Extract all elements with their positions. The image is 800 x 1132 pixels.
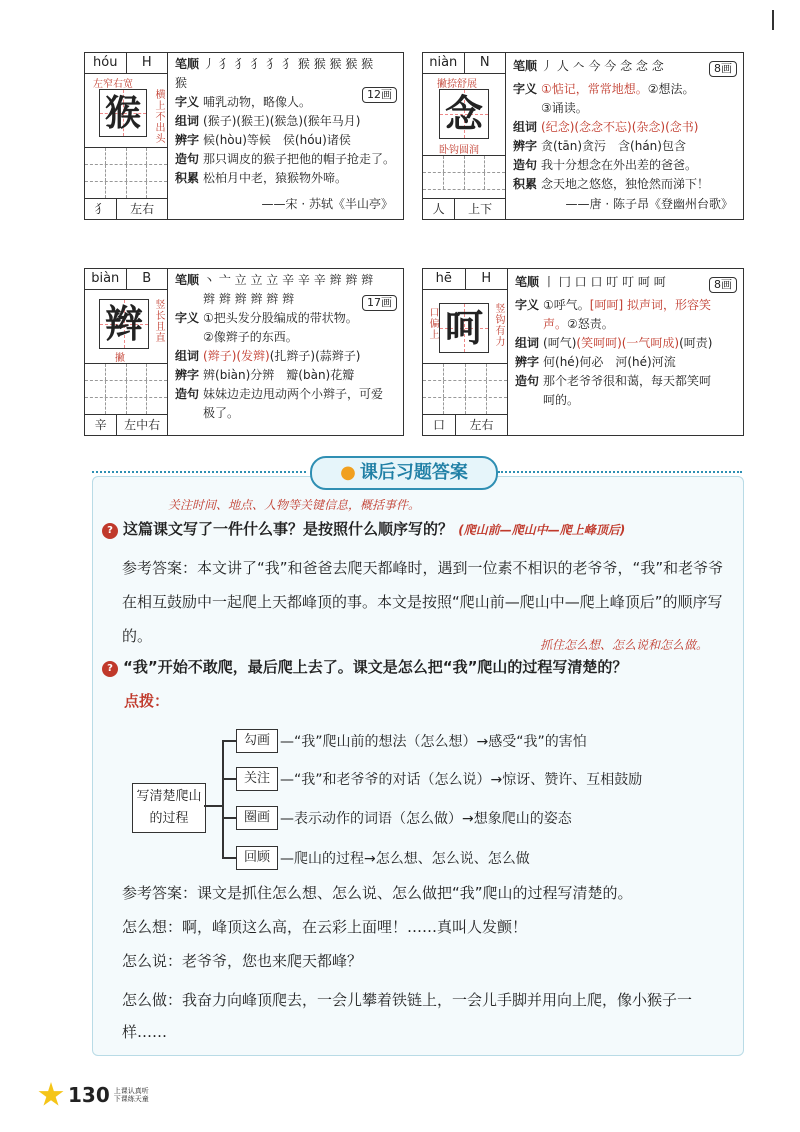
radical: 口 — [423, 415, 456, 435]
map-branch — [222, 778, 236, 780]
stroke-label: 笔顺 — [175, 273, 200, 287]
structure: 左中右 — [124, 418, 161, 432]
accumulate: 念天地之悠悠，独怆然而涕下！ — [541, 177, 710, 191]
char-box — [99, 89, 147, 137]
meaning-1: ①呼气。 — [543, 298, 590, 312]
letter: H — [481, 271, 492, 286]
question-icon: ? — [102, 661, 118, 677]
quote-source: ——唐 · 陈子昂《登幽州台歌》 — [565, 197, 733, 211]
words-label: 组词 — [513, 120, 538, 134]
stroke-count: 17画 — [362, 295, 397, 311]
map-branch — [222, 857, 236, 859]
radical: 辛 — [85, 415, 117, 435]
question-1 — [102, 518, 625, 541]
annotation-note-1: 关注时间、地点、人物等关键信息，概括事件。 — [168, 498, 421, 512]
stroke-order: 丿 人 𠆢 今 今 念 念 念 — [541, 59, 664, 73]
stroke-order-end: 猴 — [175, 76, 188, 90]
pinyin: hóu — [85, 53, 127, 73]
letter: N — [479, 55, 490, 70]
question-2 — [102, 656, 627, 678]
page-number: 130 — [68, 1083, 110, 1107]
distinguish-label: 辨字 — [515, 355, 540, 369]
char-card-he — [422, 268, 744, 436]
distinguish-label: 辨字 — [175, 133, 200, 147]
structure: 左右 — [130, 202, 155, 216]
stroke-order: 丿 犭 犭 犭 犭 犭 猴 猴 猴 猴 猴 — [203, 57, 374, 71]
question-1-text: 这篇课文写了一件什么事？是按照什么顺序写的？ — [123, 520, 454, 538]
char-card-side — [423, 269, 508, 435]
practice-grid — [85, 363, 167, 415]
footer-slogan: 上课认真听 下课练天童 — [113, 1087, 149, 1103]
char-box — [99, 299, 149, 349]
page-footer — [38, 1080, 154, 1110]
writing-tip-left: 口偏上 — [427, 307, 438, 340]
sentence-label: 造句 — [175, 152, 200, 166]
sentence-label: 造句 — [513, 158, 538, 172]
structure-tip: 左窄右宽 — [93, 79, 133, 90]
stroke-label: 笔顺 — [175, 57, 200, 71]
map-item-desc: —“我”和老爷爷的对话（怎么说）→惊讶、赞许、互相鼓励 — [280, 772, 643, 788]
char-card-side — [423, 53, 506, 219]
writing-tip: 竖钩有力 — [493, 303, 504, 347]
answer-say: 怎么说：老爷爷，您也来爬天都峰？ — [122, 952, 363, 970]
page-edge-mark — [772, 10, 774, 30]
big-char: 辫 — [104, 301, 143, 346]
accumulate-label: 积累 — [175, 171, 200, 185]
map-center: 写清楚爬山的过程 — [132, 783, 206, 833]
sentence-end: 极了。 — [203, 406, 240, 420]
question-icon: ? — [102, 523, 118, 539]
meaning-2: ②像辫子的东西。 — [203, 330, 298, 344]
sentence: 那个老爷爷很和蔼，每天都笑呵 — [543, 374, 712, 388]
char-info — [515, 273, 737, 410]
structure-tip: 撇捺舒展 — [437, 79, 477, 90]
char-info — [175, 55, 397, 188]
distinguish-label: 辨字 — [175, 368, 200, 382]
meaning-3: ③诵读。 — [541, 101, 588, 115]
meaning-label: 字义 — [175, 95, 200, 109]
practice-grid — [85, 147, 167, 199]
question-2-text: “我”开始不敢爬，最后爬上去了。课文是怎么把“我”爬山的过程写清楚的？ — [123, 658, 628, 676]
stroke-count: 8画 — [709, 277, 737, 293]
tip-label: 点拨： — [124, 692, 170, 710]
map-branch — [222, 740, 236, 742]
char-card-nian — [422, 52, 744, 220]
words: (呵气) — [543, 336, 577, 350]
meaning-label: 字义 — [515, 298, 540, 312]
writing-tip: 横上不出头 — [153, 89, 164, 144]
meaning: 哺乳动物，略像人。 — [203, 95, 312, 109]
words-red: (笑呵呵)(一气呵成) — [576, 336, 680, 350]
distinguish-label: 辨字 — [513, 139, 538, 153]
char-card-side — [85, 53, 168, 219]
map-item-desc: —表示动作的词语（怎么做）→想象爬山的姿态 — [280, 811, 572, 827]
sentence: 那只调皮的猴子把他的帽子抢走了。 — [203, 152, 396, 166]
letter: H — [141, 55, 152, 70]
words-red: (辫子)(发辫) — [203, 349, 270, 363]
char-card-hou — [84, 52, 404, 220]
map-item-label: 勾画 — [236, 729, 278, 753]
words: (纪念)(念念不忘)(杂念)(念书) — [541, 120, 699, 134]
distinguish: 何(hé)何必 河(hé)河流 — [543, 355, 676, 369]
stroke-label: 笔顺 — [513, 59, 538, 73]
lightbulb-icon: ● — [340, 462, 356, 483]
pinyin: hē — [423, 269, 466, 289]
writing-tip: 竖长且直 — [153, 299, 164, 343]
accumulate-label: 积累 — [513, 177, 538, 191]
char-info — [175, 271, 397, 423]
meaning-red-2: 声。 — [543, 317, 568, 331]
words: (扎辫子)(蒜辫子) — [269, 349, 361, 363]
map-branch — [222, 817, 236, 819]
words-label: 组词 — [515, 336, 540, 350]
radical: 犭 — [85, 199, 117, 219]
char-box — [439, 303, 489, 353]
title-rule-right — [498, 471, 742, 473]
title-rule-left — [92, 471, 306, 473]
meaning-label: 字义 — [513, 82, 538, 96]
distinguish: 候(hòu)等候 侯(hóu)诸侯 — [203, 133, 351, 147]
map-item-desc: —爬山的过程→怎么想、怎么说、怎么做 — [280, 851, 530, 867]
answer-title-text: 课后习题答案 — [359, 462, 468, 483]
big-char: 猴 — [104, 92, 141, 134]
distinguish: 辨(biàn)分辨 瓣(bàn)花瓣 — [203, 368, 355, 382]
sentence-label: 造句 — [175, 387, 200, 401]
star-icon — [38, 1082, 64, 1108]
letter: B — [142, 271, 152, 286]
answer-think: 怎么想：啊，峰顶这么高，在云彩上面哩！……真叫人发颤！ — [122, 918, 528, 936]
sentence: 我十分想念在外出差的爸爸。 — [541, 158, 698, 172]
map-connector — [204, 805, 222, 807]
writing-tip: 卧钩圆润 — [439, 145, 479, 156]
answer-do: 怎么做：我奋力向峰顶爬去，一会儿攀着铁链上，一会儿手脚并用向上爬，像小猴子一样…… — [122, 991, 693, 1041]
question-1-note: (爬山前—爬山中—爬上峰顶后) — [458, 523, 626, 537]
map-item-label: 回顾 — [236, 846, 278, 870]
practice-grid — [423, 155, 505, 190]
quote-source: ——宋 · 苏轼《半山亭》 — [261, 197, 393, 211]
meaning-2: ②想法。 — [647, 82, 695, 96]
stroke-label: 笔顺 — [515, 275, 540, 289]
stroke-order: 丶 亠 立 立 立 辛 辛 辛 辫 辫 辫 — [203, 273, 374, 287]
map-item-label: 圈画 — [236, 806, 278, 830]
meaning-1: ①把头发分股编成的带状物。 — [203, 311, 358, 325]
meaning-label: 字义 — [175, 311, 200, 325]
answer-1: 参考答案：本文讲了“我”和爸爸去爬天都峰时，遇到一位素不相识的老爷爷，“我”和老爷爷在相互鼓励中一起爬上天都峰顶的事。本文是按照“爬山前—爬山中—爬上峰顶后”的顺序写的。 — [122, 559, 724, 645]
sentence-label: 造句 — [515, 374, 540, 388]
meaning-red: [呵呵] 拟声词，形容笑 — [589, 298, 711, 312]
stroke-count: 12画 — [362, 87, 397, 103]
stroke-order: 丨 冂 口 口 叮 叮 呵 呵 — [543, 275, 666, 289]
writing-tip-bottom: 撇 — [115, 353, 125, 364]
structure: 上下 — [468, 202, 493, 216]
annotation-note-2: 抓住怎么想、怎么说和怎么做。 — [540, 638, 709, 652]
map-spine — [222, 740, 224, 858]
words: (猴子)(猴王)(猴急)(猴年马月) — [203, 114, 361, 128]
char-card-bian — [84, 268, 404, 436]
sentence: 妹妹边走边甩动两个小辫子，可爱 — [203, 387, 384, 401]
practice-grid — [423, 363, 507, 415]
answer-2: 参考答案：课文是抓住怎么想、怎么说、怎么做把“我”爬山的过程写清楚的。 — [122, 884, 633, 902]
pinyin: niàn — [423, 53, 465, 73]
map-item-desc: —“我”爬山前的想法（怎么想）→感受“我”的害怕 — [280, 734, 587, 750]
pinyin: biàn — [85, 269, 127, 289]
words-label: 组词 — [175, 349, 200, 363]
radical: 人 — [423, 199, 455, 219]
char-info — [513, 57, 737, 194]
structure: 左右 — [469, 418, 494, 432]
meaning-2: ②怒责。 — [567, 317, 614, 331]
stroke-order-2: 辫 辫 辫 辫 辫 辫 — [203, 292, 295, 306]
distinguish: 贪(tān)贪污 含(hán)包含 — [541, 139, 686, 153]
meaning-1: ①惦记，常常地想。 — [541, 82, 648, 96]
map-item-label: 关注 — [236, 767, 278, 791]
accumulate: 松柏月中老，猿猴物外啼。 — [203, 171, 348, 185]
answer-section-title — [310, 456, 498, 490]
stroke-count: 8画 — [709, 61, 737, 77]
char-card-side — [85, 269, 168, 435]
char-box — [439, 89, 489, 139]
big-char: 念 — [444, 91, 483, 136]
sentence-end: 呵的。 — [543, 393, 580, 407]
big-char: 呵 — [444, 305, 483, 350]
words-end: (呵责) — [679, 336, 713, 350]
words-label: 组词 — [175, 114, 200, 128]
